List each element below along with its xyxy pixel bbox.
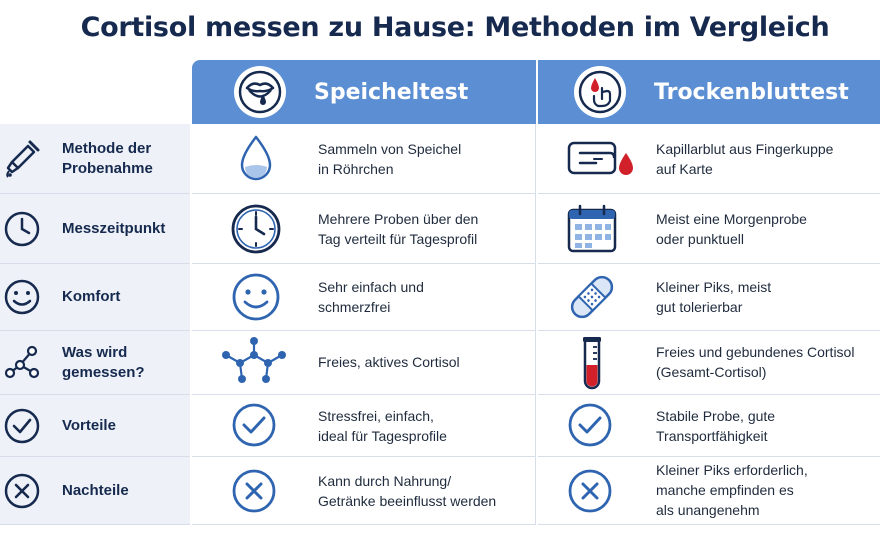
column-label-saliva: Speicheltest — [314, 79, 469, 105]
table-row-disadvantages — [0, 457, 880, 525]
cell-text: Meist eine Morgenprobe oder punktuell — [656, 211, 807, 247]
cell-text: Sehr einfach und schmerzfrei — [318, 279, 424, 315]
row-label-text: Nachteile — [62, 482, 129, 499]
cell-blood-measured — [538, 331, 880, 395]
row-label-measured — [0, 331, 190, 395]
comparison-table — [0, 60, 880, 530]
cell-blood-advantages — [538, 395, 880, 457]
cell-text: Freies und gebundenes Cortisol (Gesamt-Cortisol) — [656, 344, 855, 380]
cell-text: Kleiner Piks erforderlich, manche empfinden es als unangenehm — [656, 462, 808, 518]
row-label-advantages — [0, 395, 190, 457]
clock-icon — [230, 203, 282, 255]
row-label-comfort — [0, 264, 190, 331]
smiley-icon — [230, 271, 282, 323]
row-label-text: Messzeitpunkt — [62, 220, 166, 237]
cell-text: Stabile Probe, gute Transportfähigkeit — [656, 408, 776, 444]
x-circle-icon — [2, 471, 42, 511]
cell-text: Sammeln von Speichel in Röhrchen — [318, 141, 462, 177]
table-row-timing — [0, 194, 880, 264]
finger-blood-drop-icon — [574, 66, 626, 118]
cell-text: Kleiner Piks, meist gut tolerierbar — [656, 279, 772, 315]
molecule-icon — [2, 343, 42, 383]
table-row-comfort — [0, 264, 880, 331]
cell-blood-timing — [538, 194, 880, 264]
table-row-measured — [0, 331, 880, 395]
calendar-icon — [566, 203, 618, 255]
x-circle-icon — [566, 467, 614, 515]
row-label-text: Komfort — [62, 288, 121, 305]
row-label-disadvantages — [0, 457, 190, 525]
check-circle-icon — [2, 406, 42, 446]
cell-text: Kapillarblut aus Fingerkuppe auf Karte — [656, 141, 834, 177]
cell-blood-comfort — [538, 264, 880, 331]
cell-saliva-disadvantages — [192, 457, 536, 525]
cell-text: Stressfrei, einfach, ideal für Tagesprofile — [318, 408, 447, 444]
finger-blood-icon — [566, 133, 636, 185]
check-circle-icon — [566, 401, 614, 449]
row-label-sampling-method — [0, 124, 190, 194]
cell-saliva-advantages — [192, 395, 536, 457]
pipette-icon — [2, 138, 42, 178]
cell-text: Mehrere Proben über den Tag verteilt für Tagesprofil — [318, 211, 479, 247]
cell-saliva-comfort — [192, 264, 536, 331]
mouth-drop-icon — [234, 66, 286, 118]
water-drop-icon — [230, 133, 282, 185]
molecule-icon — [220, 335, 290, 387]
cell-text: Kann durch Nahrung/ Getränke beeinflusst werden — [318, 473, 497, 509]
cell-saliva-timing — [192, 194, 536, 264]
column-header-saliva — [192, 60, 536, 124]
table-row-advantages — [0, 395, 880, 457]
table-row-sampling-method — [0, 124, 880, 194]
row-label-text: Methode der Probenahme — [62, 140, 153, 177]
check-circle-icon — [230, 401, 278, 449]
row-label-text: Vorteile — [62, 417, 116, 434]
smiley-icon — [2, 277, 42, 317]
column-label-dried-blood: Trockenbluttest — [654, 79, 849, 105]
cell-blood-sampling — [538, 124, 880, 194]
page-title: Cortisol messen zu Hause: Methoden im Vergleich — [80, 12, 830, 43]
row-label-timing — [0, 194, 190, 264]
cell-blood-disadvantages — [538, 457, 880, 525]
x-circle-icon — [230, 467, 278, 515]
column-header-dried-blood — [538, 60, 880, 124]
row-label-text: Was wird gemessen? — [62, 344, 145, 381]
cell-text: Freies, aktives Cortisol — [318, 354, 460, 370]
bandage-icon — [566, 271, 618, 323]
test-tube-icon — [566, 335, 618, 387]
clock-icon — [2, 209, 42, 249]
cell-saliva-sampling — [192, 124, 536, 194]
cell-saliva-measured — [192, 331, 536, 395]
